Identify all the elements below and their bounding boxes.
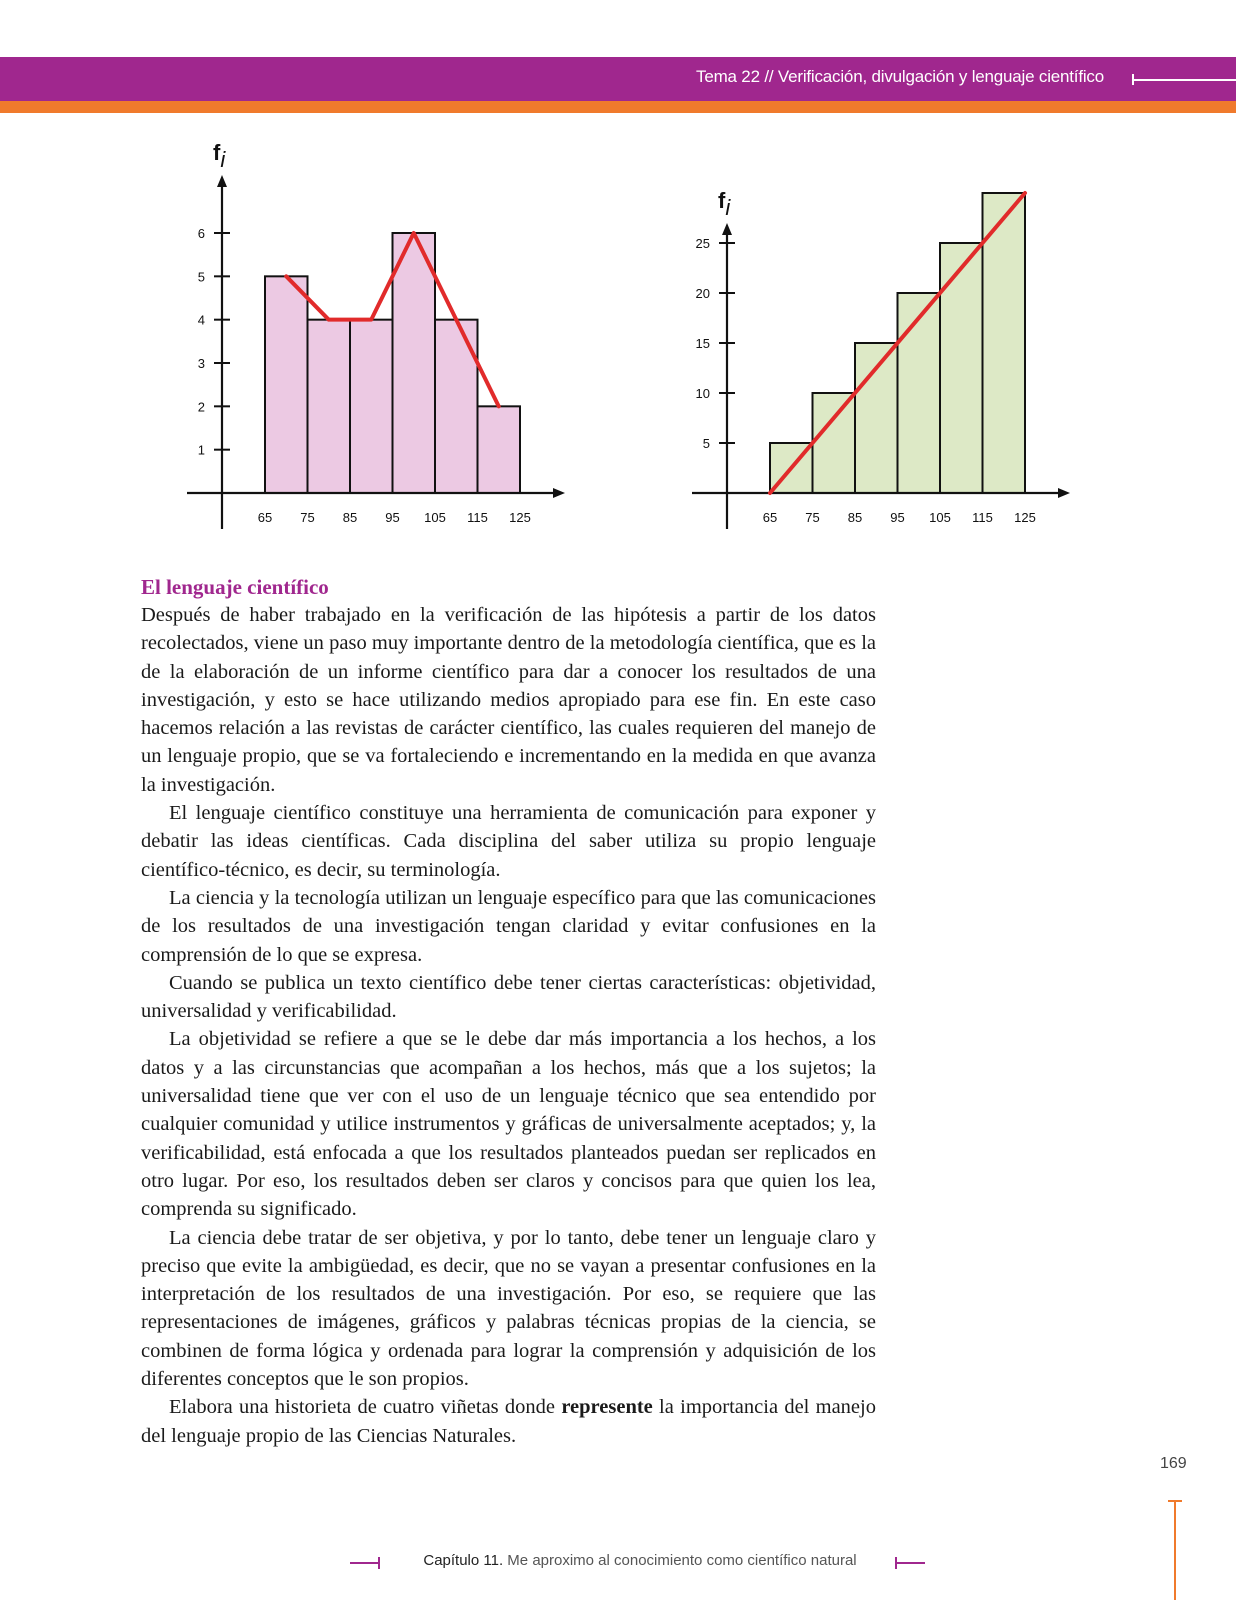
histogram-bar — [940, 243, 983, 493]
y-tick-label: 25 — [695, 236, 710, 251]
x-tick-label: 65 — [762, 510, 778, 525]
x-tick-label: 105 — [929, 510, 951, 525]
y-tick-label: 6 — [197, 226, 205, 241]
histogram-chart — [170, 140, 580, 540]
page-number: 169 — [1160, 1455, 1187, 1472]
x-tick-label: 65 — [257, 510, 273, 525]
y-tick-label: 4 — [197, 312, 205, 328]
paragraph: El lenguaje científico constituye una herramienta de comunicación para exponer y debatir las ideas científicas. Cada disciplina del saber utiliza su propio lenguaje científico-técnico, es decir, su terminología. — [141, 802, 876, 881]
histogram-bar — [393, 233, 436, 493]
x-tick-label: 85 — [342, 510, 358, 525]
cumulative-histogram-chart — [675, 140, 1085, 540]
y-tick-label: 20 — [695, 286, 710, 301]
y-tick-label: 15 — [695, 336, 710, 351]
body-text — [141, 601, 876, 1450]
x-axis-arrow — [553, 488, 565, 498]
paragraph: Cuando se publica un texto científico debe tener ciertas características: objetividad, universalidad y verificabilidad. — [141, 971, 876, 1023]
x-tick-label: 115 — [972, 510, 993, 525]
histogram-bar — [813, 393, 856, 493]
header-rule — [1132, 79, 1236, 81]
activity-text-start: Elabora una historieta de cuatro viñetas donde — [169, 1396, 562, 1419]
section-title: El lenguaje científico — [141, 575, 329, 599]
x-tick-label: 85 — [847, 510, 863, 525]
y-tick-label: 1 — [197, 442, 205, 458]
activity-text-end: la importancia del manejo del lenguaje propio de las Ciencias Naturales. — [141, 1396, 876, 1447]
x-tick-label: 125 — [1014, 510, 1036, 525]
footer-mark-right — [895, 1562, 925, 1564]
histogram-bar — [265, 276, 308, 493]
y-tick-label: 2 — [197, 399, 205, 415]
y-axis-label: fi — [718, 188, 731, 220]
histogram-bar — [898, 293, 941, 493]
x-tick-label: 75 — [300, 510, 315, 525]
footer — [350, 1552, 930, 1569]
paragraph: La ciencia debe tratar de ser objetiva, y por lo tanto, debe tener un lenguaje claro y preciso que evite la ambigüedad, es decir, que no se vayan a presentar confusiones en la interpretación de los resultados de una investigación. Por eso, se requiere que las representaciones de imágenes, gráficos y palabras técnicas propias de la ciencia, se combinen de forma lógica y ordenada para lograr la comprensión y adquisición de los diferentes conceptos que le son propios. — [141, 1226, 876, 1391]
y-tick-label: 5 — [702, 436, 710, 451]
topic-title: Tema 22 // Verificación, divulgación y lenguaje científico — [696, 67, 1104, 86]
y-axis-arrow — [722, 223, 732, 235]
activity-keyword: represente — [561, 1396, 653, 1419]
x-tick-label: 105 — [424, 510, 446, 525]
x-axis-arrow — [1058, 488, 1070, 498]
histogram-bar — [478, 406, 521, 493]
histogram-bar — [350, 320, 393, 493]
side-rule — [1174, 1500, 1176, 1600]
header-accent-stripe — [0, 101, 1236, 113]
y-tick-label: 5 — [197, 269, 205, 285]
histogram-bar — [308, 320, 351, 493]
x-tick-label: 95 — [890, 510, 905, 525]
paragraph: Después de haber trabajado en la verificación de las hipótesis a partir de los datos recolectados, viene un paso muy importante dentro de la metodología científica, que es la de la elaboración de un informe científico para dar a conocer los resultados de una investigación, y esto se hace utilizando medios apropiado para ese fin. En este caso hacemos relación a las revistas de carácter científico, las cuales requieren del manejo de un lenguaje propio, que se va fortaleciendo e incrementando en la medida en que avanza la investigación. — [141, 604, 876, 796]
footer-chapter-title: Me aproximo al conocimiento como científico natural — [503, 1552, 857, 1569]
y-tick-label: 3 — [197, 356, 205, 371]
y-tick-label: 10 — [695, 386, 710, 401]
x-tick-label: 115 — [467, 510, 488, 525]
paragraph: La ciencia y la tecnología utilizan un lenguaje específico para que las comunicaciones de los resultados de una investigación tengan claridad y evitar confusiones en la comprensión de lo que se expresa. — [141, 886, 876, 966]
y-axis-arrow — [217, 175, 227, 187]
x-tick-label: 95 — [385, 510, 400, 525]
x-tick-label: 75 — [805, 510, 820, 525]
paragraph: La objetividad se refiere a que se le debe dar más importancia a los hechos, a los datos y a las circunstancias que acompañan a los hechos, más que a los sujetos; la universalidad tiene que ver con el uso de un lenguaje técnico que sea entendido por cualquier comunidad y utilice instrumentos y gráficas de universalmente aceptados; y, la verificabilidad, está enfocada a que los resultados planteados puedan ser replicados en otro lugar. Por eso, los resultados deben ser claros y concisos para que quien los lea, comprenda su significado. — [141, 1028, 876, 1221]
footer-chapter: Capítulo 11. — [423, 1552, 504, 1569]
y-axis-label: fi — [213, 140, 226, 172]
x-tick-label: 125 — [509, 510, 531, 525]
activity-paragraph — [141, 1393, 876, 1450]
